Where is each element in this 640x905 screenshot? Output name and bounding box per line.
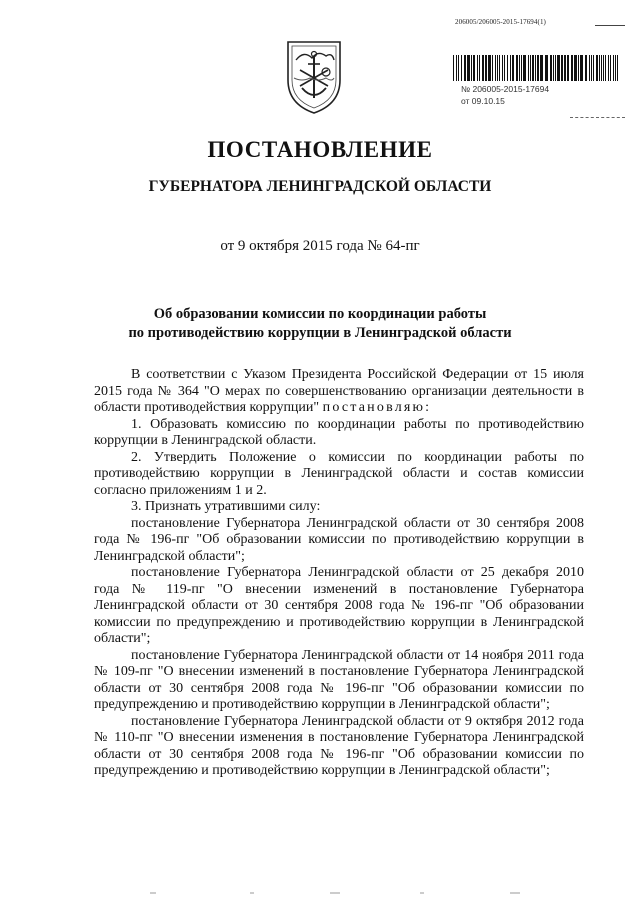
barcode-bar [593, 55, 594, 81]
heading-line-2: по противодействию коррупции в Ленинградской области [128, 325, 512, 341]
barcode-bar [516, 55, 518, 81]
barcode-bar [477, 55, 478, 81]
document-body [94, 367, 584, 780]
barcode-bar [523, 55, 526, 81]
barcode-bar [608, 55, 609, 81]
barcode-bar [578, 55, 579, 81]
barcode-bar [605, 55, 606, 81]
intro-text: В соответствии с Указом Президента Российской Федерации от 15 июля 2015 года № 364 "О мерах по совершенствованию организации деятельности в области противодействия коррупции" [94, 367, 584, 415]
barcode-bar [601, 55, 602, 81]
barcode-bar [521, 55, 522, 81]
document-subtitle: ГУБЕРНАТОРА ЛЕНИНГРАДСКОЙ ОБЛАСТИ [148, 178, 492, 195]
barcode-bar [545, 55, 548, 81]
barcode-bar [473, 55, 475, 81]
barcode-bar [456, 55, 457, 81]
coat-of-arms-emblem-icon [282, 38, 346, 116]
barcode-icon [453, 55, 618, 81]
barcode-bar [502, 55, 503, 81]
resolve-word: постановляю: [322, 400, 432, 415]
barcode-bar [499, 55, 500, 81]
barcode-bar [591, 55, 592, 81]
barcode-bar [561, 55, 563, 81]
registration-number: № 206005-2015-17694 [461, 84, 550, 94]
barcode-bar [482, 55, 484, 81]
barcode-bar [617, 55, 618, 81]
barcode-bar [471, 55, 472, 81]
barcode-bar [453, 55, 454, 81]
barcode-bar [540, 55, 543, 81]
repeal-item-3: постановление Губернатора Ленинградской области от 14 ноября 2011 года № 109-пг "О внесении изменений в постановление Губернатора Ленинградской области от 30 сентября 2008 года № 196-пг "Об образовании комиссии по предупреждению и противодействию коррупции в Ленинградской области"; [94, 647, 584, 712]
barcode-bar [599, 55, 600, 81]
barcode-bar [510, 55, 511, 81]
barcode-bar [495, 55, 496, 81]
barcode-bar [519, 55, 520, 81]
barcode-bar [530, 55, 531, 81]
barcode-bar [553, 55, 554, 81]
barcode-bar [550, 55, 552, 81]
barcode-bar [574, 55, 577, 81]
barcode-bar [461, 55, 462, 81]
barcode-bar [610, 55, 611, 81]
barcode-bar [504, 55, 505, 81]
barcode-bar [467, 55, 470, 81]
barcode-bar [532, 55, 534, 81]
barcode-bar [492, 55, 493, 81]
barcode-bar [497, 55, 498, 81]
top-document-code: 206005/206005-2015-17694(1) [455, 18, 546, 26]
barcode-bar [537, 55, 539, 81]
barcode-bar [603, 55, 604, 81]
registration-date: от 09.10.15 [461, 96, 505, 106]
barcode-bar [585, 55, 587, 81]
barcode-bar [613, 55, 614, 81]
barcode-bar [528, 55, 529, 81]
barcode-bar [567, 55, 569, 81]
item-2: 2. Утвердить Положение о комиссии по координации работы по противодействию коррупции в Ленинградской области и состав комиссии согласно приложениям 1 и 2. [94, 449, 584, 498]
barcode-bar [571, 55, 573, 81]
barcode-bar [564, 55, 566, 81]
barcode-bar [488, 55, 491, 81]
dashed-divider [570, 117, 625, 118]
repeal-item-4: постановление Губернатора Ленинградской области от 9 октября 2012 года № 110-пг "О внесении изменения в постановление Губернатора Ленинградской области от 30 сентября 2008 года № 196-пг "Об образовании комиссии по предупреждению и противодействию коррупции в Ленинградской области"; [94, 713, 584, 778]
scan-edge-marks [0, 888, 640, 898]
repeal-item-1: постановление Губернатора Ленинградской области от 30 сентября 2008 года № 196-пг "Об образовании комиссии по противодействию коррупции в Ленинградской области"; [94, 515, 584, 564]
barcode-bar [535, 55, 536, 81]
top-code-underline [595, 25, 625, 26]
barcode-bar [580, 55, 583, 81]
repeal-item-2: постановление Губернатора Ленинградской области от 25 декабря 2010 года № 119-пг "О внесении изменений в постановление Губернатора Ленинградской области от 30 сентября 2008 года № 196-пг "Об образовании комиссии по предупреждению и противодействию коррупции в Ленинградской области"; [94, 565, 584, 646]
barcode-bar [596, 55, 598, 81]
intro-paragraph [94, 367, 584, 417]
item-1: 1. Образовать комиссию по координации работы по противодействию коррупции в Ленинградской области. [94, 416, 584, 448]
barcode-bar [485, 55, 487, 81]
barcode-bar [479, 55, 480, 81]
document-heading [0, 305, 640, 343]
barcode-bar [458, 55, 459, 81]
barcode-bar [555, 55, 556, 81]
item-3: 3. Признать утратившими силу: [131, 499, 321, 514]
barcode-bar [507, 55, 508, 81]
document-title: ПОСТАНОВЛЕНИЕ [207, 137, 433, 162]
barcode-bar [464, 55, 466, 81]
document-date-number: от 9 октября 2015 года № 64-пг [220, 238, 420, 254]
heading-line-1: Об образовании комиссии по координации работы [153, 306, 487, 322]
barcode-bar [512, 55, 514, 81]
barcode-bar [615, 55, 616, 81]
barcode-bar [589, 55, 590, 81]
barcode-bar [557, 55, 560, 81]
